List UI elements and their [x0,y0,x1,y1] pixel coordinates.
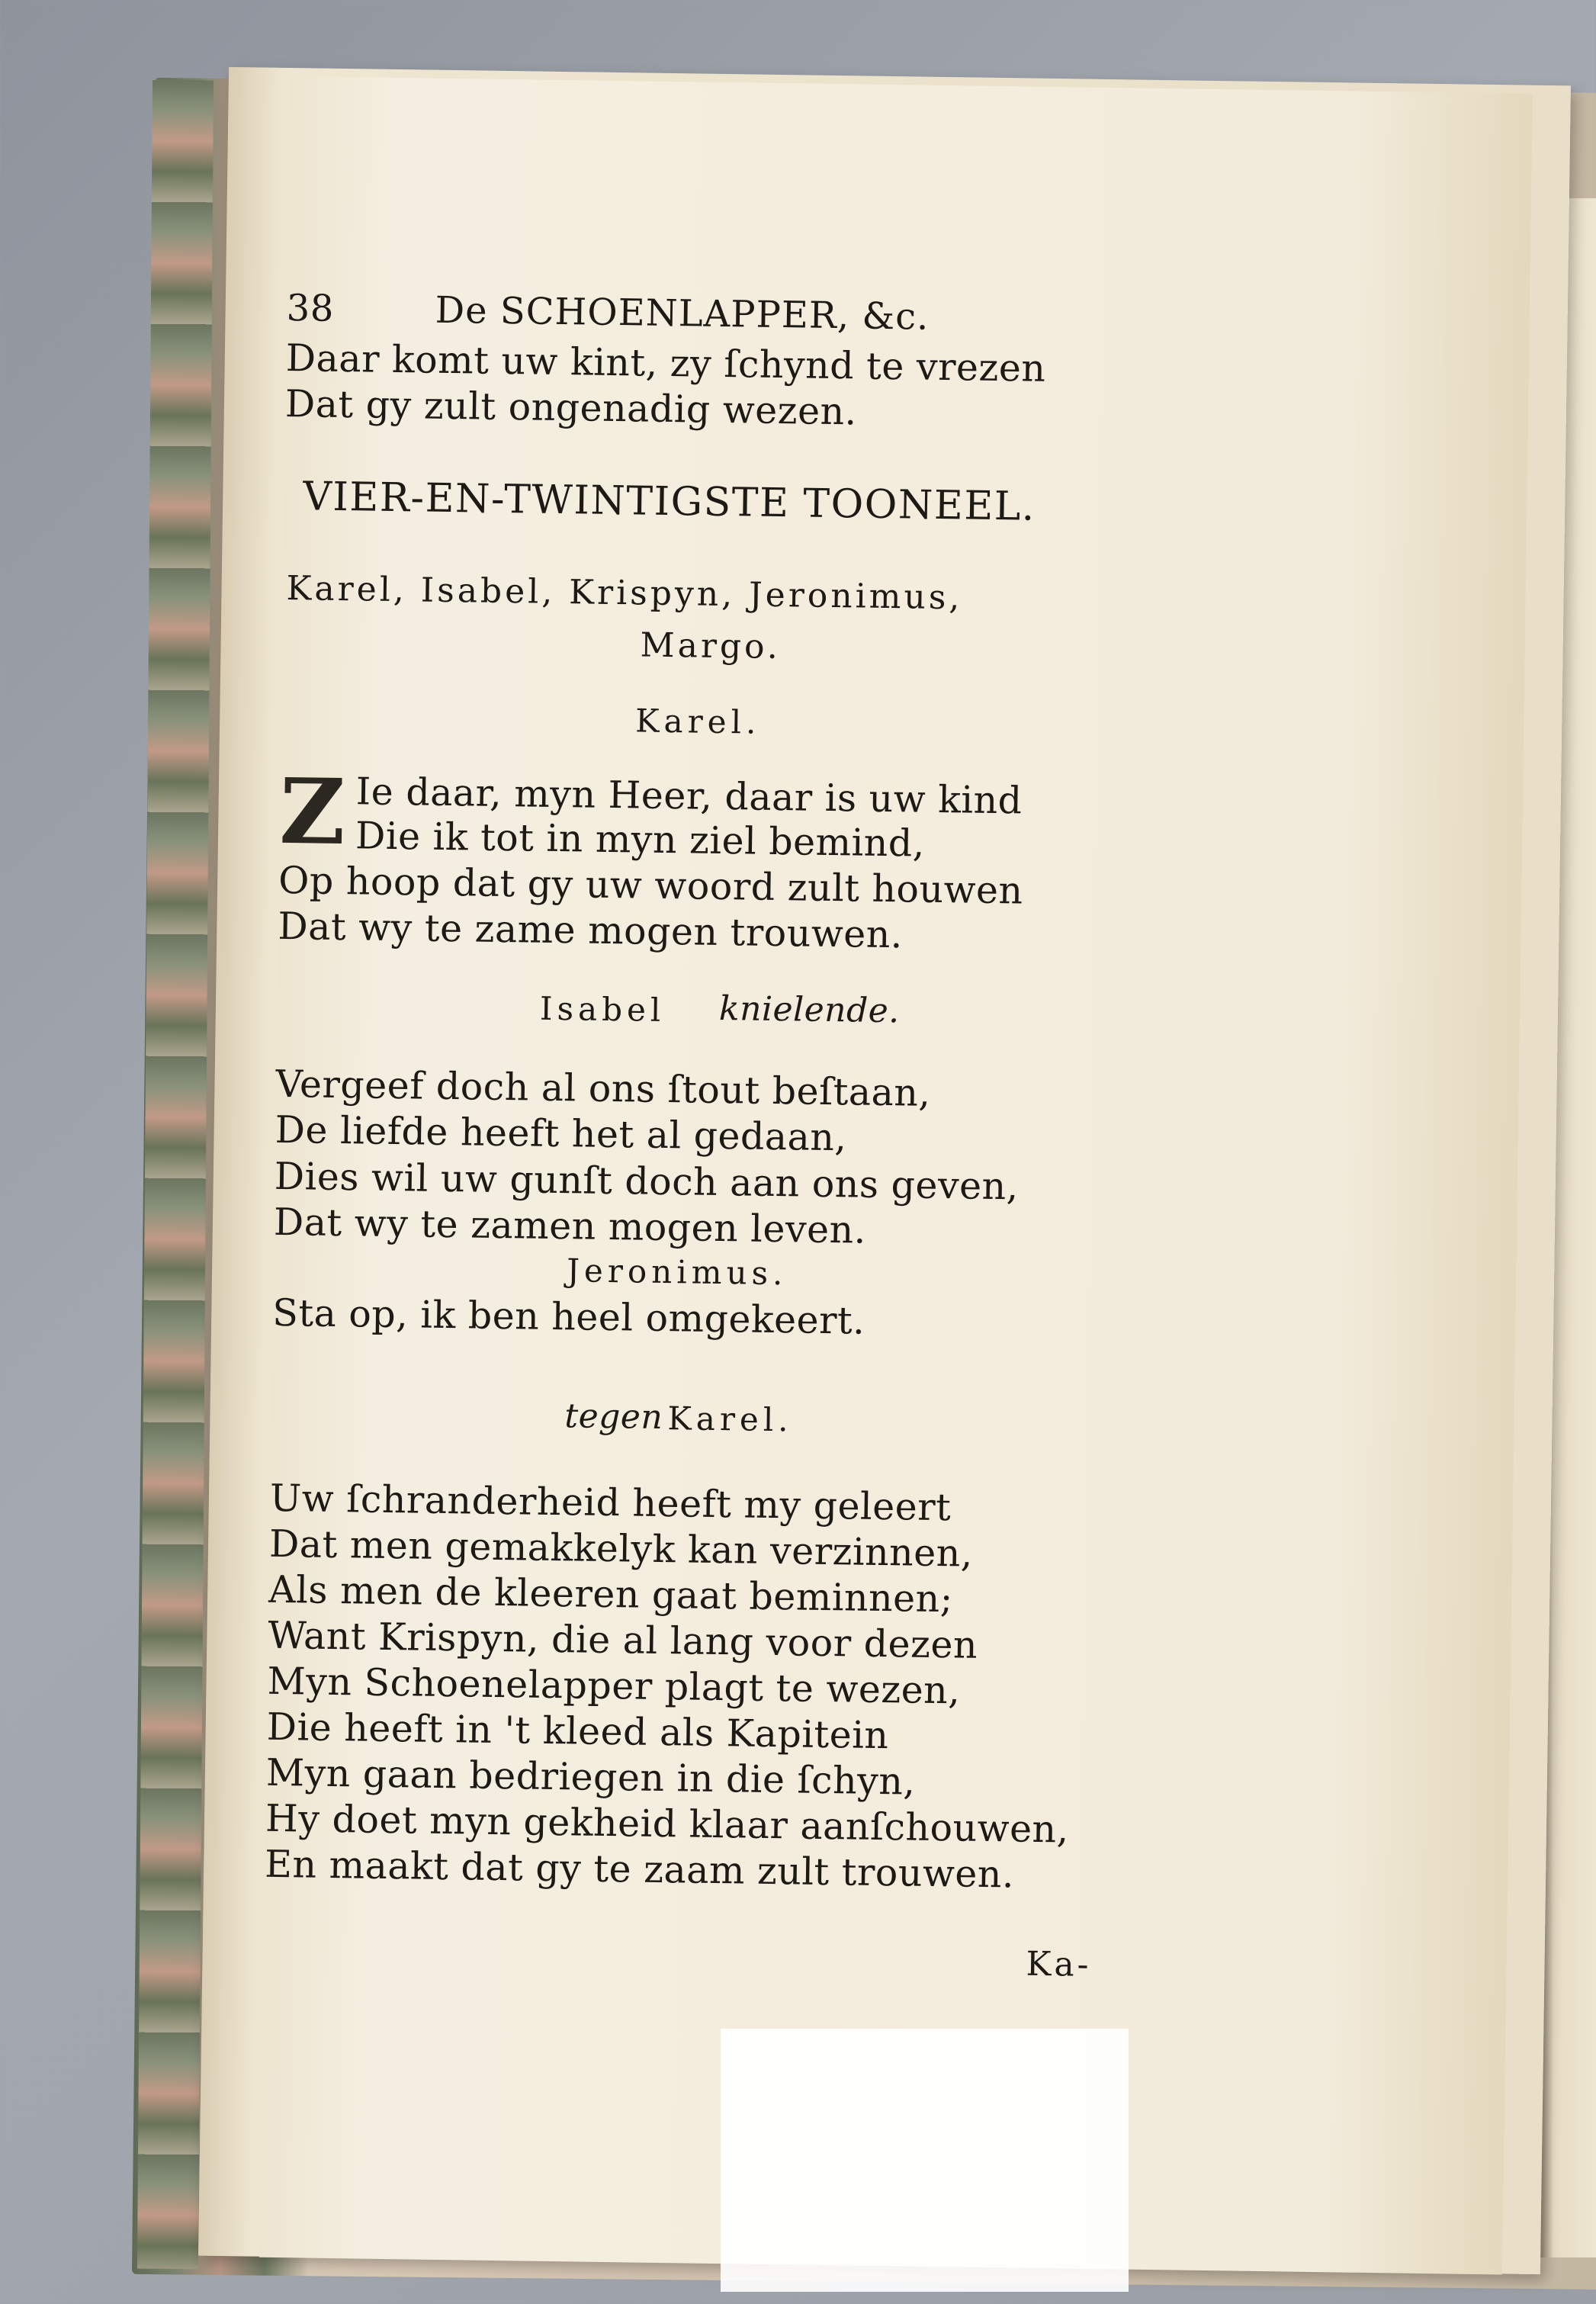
running-head: De SCHOENLAPPER, &c. [435,288,930,339]
verse-line: Myn Schoenelapper plagt te wezen, [267,1659,961,1713]
verse-line: Dat wy te zamen mogen leven. [273,1200,867,1252]
verse-line: En maakt dat gy te zaam zult trouwen. [264,1842,1015,1897]
stage-direction: knielende. [718,988,901,1031]
speaker-jeronimus: Jeronimus. [566,1252,788,1293]
verse-line: Als men de kleeren gaat beminnen; [268,1567,954,1621]
verse-line: Op hoop dat gy uw woord zult houwen [278,858,1023,913]
stage-direction-name: Karel. [667,1399,793,1439]
speaker-karel: Karel. [634,702,761,741]
verse-line: Die heeft in 't kleed als Kapitein [266,1705,889,1758]
verse-line: Vergeef doch al ons ſtout beſtaan, [275,1062,931,1115]
verse-line: Myn gaan bedriegen in die ſchyn, [265,1750,916,1804]
verse-line: Daar komt uw kint, zy ſchynd te vrezen [285,336,1046,390]
verse-line: Dies wil uw gunſt doch aan ons geven, [274,1154,1020,1209]
redaction-box [721,2029,1129,2292]
cast-list: Karel, Isabel, Krispyn, Jeronimus, [286,569,963,618]
catchword: Ka- [1026,1944,1092,1984]
verse-line: Want Krispyn, die al lang voor dezen [268,1613,978,1667]
drop-cap-initial: Z [278,757,346,866]
verse-line: Dat gy zult ongenadig wezen. [284,381,858,434]
speaker-isabel: Isabel [539,989,666,1029]
verse-line: De liefde heeft het al gedaan, [275,1107,847,1160]
verse-line: Dat men gemakkelyk kan verzinnen, [268,1522,974,1576]
page-number: 38 [286,286,335,330]
verse-line: Die ik tot in myn ziel bemind, [355,814,926,866]
cast-list-continued: Margo. [640,625,782,667]
scene-title: VIER-EN-TWINTIGSTE TOONEEL. [302,474,1036,530]
book-page [259,76,1533,2274]
verse-line: Dat wy te zame mogen trouwen. [278,904,904,957]
verse-line: Ie daar, myn Heer, daar is uw kind [355,770,1023,823]
stage-direction: tegen [564,1396,663,1438]
verse-line: Hy doet myn gekheid klaar aanſchouwen, [265,1796,1070,1852]
verse-line: Sta op, ik ben heel omgekeert. [271,1290,865,1343]
verse-line: Uw ſchranderheid heeft my geleert [269,1476,952,1530]
